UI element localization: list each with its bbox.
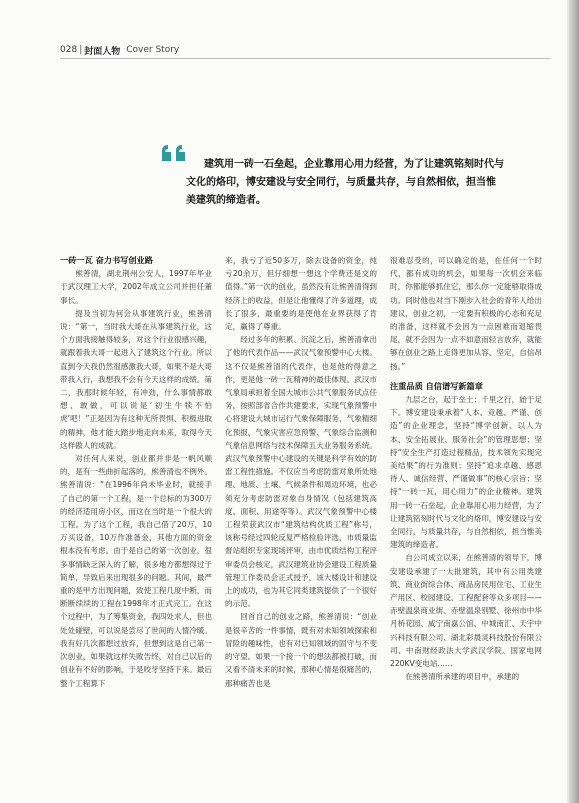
section-name-english: Cover Story — [126, 45, 180, 55]
section-heading: 一砖一瓦 奋力书写创业路 — [60, 255, 153, 265]
pull-quote: 建筑用一砖一石垒起，企业靠用心用力经营，为了让建筑铭刻时代与文化的烙印，博安建设与安全同行，与质量共存，与自然相依，担当惟美建筑的缔造者。 — [186, 159, 504, 206]
running-header — [60, 42, 179, 58]
body-paragraph: 来，我亏了近50多万，除去设备的资金，纯亏20余万，但仔细想一想这个学费还是交的值得。”第一次的创业，虽然没有让熊善清得到经济上的收益，但是让他懂得了许多道理，成长了很多，最重要的是使他在业界获得了肯定，赢得了尊重。 — [225, 256, 377, 332]
body-paragraph: 熊善清，湖北荆州公安人，1997年毕业于武汉理工大学，2002年成立公司并担任董事长。 — [60, 269, 212, 305]
body-paragraph: 对任何人来说，创业都并非是一帆风顺的，是有一些曲折起落的，熊善清也不例外。熊善清说：“在1996年尚未毕业时，就接手了自己的第一个工程，是一个总标的为300万的经济适用房小区，而这在当时是一个很大的工程。为了这个工程，我自己借了20万，10万买设备，10万作准备金，其他方面的资金根本没有考虑。由于是自己的第一次创业，很多事情缺乏深入的了解，很多地方都想得过于简单，导致后来出现很多的问题。其间，最严重的是甲方出现问题，致使工程几度中断，而断断续续的工程在1998年才正式完工。在这个过程中，为了筹集资金，我四处求人，但也处处碰壁，可以说是尝尽了世间的人情冷暖。我有好几次都想过放弃，但想到这是自己第一次创业，如果就这样失败告终，对自己以后的创业有不好的影响，于是咬牙坚持下来。最后整个工程算下 — [60, 454, 212, 688]
header-rule — [60, 58, 550, 59]
article-column-2 — [225, 254, 377, 786]
article-column-1 — [60, 254, 212, 786]
article-column-3 — [390, 254, 542, 786]
section-heading: 注重品质 自信谱写新篇章 — [390, 380, 483, 391]
body-paragraph: 九层之台，起于垒土；千里之行，始于足下。博安建设秉承着“人本、竞越、严谨、创造”的企业理念，坚持“博学创新、以人为本、安全拓展业、服务社会”的管理思想；坚持“安全生产打造过程精品，技术领先实现完美结果”的行为准则；坚持“追求卓越、感恩待人、诚信经营、严谨做事”的核心宗旨；坚持“一砖一瓦，用心用力”的企业精神。建筑用一砖一石垒起，企业靠用心用力经营，为了让建筑铭刻时代与文化的烙印，博安建设与安全同行，与质量共存，与自然相依，担当惟美建筑的缔造者。 — [390, 395, 542, 550]
body-paragraph: 提及当初为何会从事建筑行业，熊善清说：“第一，当时我大哥在从事建筑行业，这个方面我接触得较多，对这个行业很感兴趣，就跟着我大哥一起进入了建筑这个行业。所以直到今天我仍然很感激我大哥，如果不是大哥带我入行，我想我不会有今天这样的成绩。第二，我那时候年轻，有冲劲，什么事情都敢想、敢做，可以说是‘初生牛犊不怕虎’吧！”正是因为有这种无所畏惧、积极进取的精神，他才能大踏步地走向未来，取得今天这样傲人的成就。 — [60, 308, 212, 450]
body-paragraph: 自公司成立以来，在熊善清的领导下，博安建设承建了一大批建筑，其中有公用类建筑、商业街综合体、商品房民用住宅、工业生产用区、校园建设、工程配套等众多项目——赤壁温泉商业街、赤壁温泉别墅、徐州市中华月桥花园、咸宁南嘉公馆、中城南汇、天宇中兴科技有限公司、湖北彩晨灵科技股份有限公司、中南财经政法大学武汉学院、国家电网220KV变电站…… — [390, 553, 542, 669]
header-separator: | — [79, 45, 83, 55]
body-paragraph: 经过多年的积累、沉淀之后，熊善清拿出了他的代表作品——武汉气象预警中心大楼。这不仅是熊善清的代表作，也是他的得意之作，更是他一砖一瓦精神的最佳体现。武汉市气象局承担着全国大城市公共气象服务试点任务，按照部省合作共建要求，实现气象预警中心将建设大城市运行气象保障服务、气象精细化预报、气象灾害应急预警、气象综合监测和气象信息网络与技术保障五大业务服务系统。武汉气象预警中心建设的关键是科学有效的防雷工程性措施。不仅应当考虑防雷对象所处地理、地质、土壤、气候条件和周边环境，也必须充分考虑防雷对象自身情况（包括建筑高度、面积、用途等等）。武汉气象预警中心楼工程荣获武汉市“建筑结构优质工程”称号，该称号经过四轮反复严格检验评选，市质量监督站组织专家现场评审，由市优质结构工程评审委员会核定，武汉建筑业协会建设工程质量管理工作委员会正式授予，该大楼设计和建设上的成功，也为其它同类建筑提供了一个很好的示范。 — [225, 335, 377, 609]
book-spine-shadow — [569, 0, 579, 803]
page-number: 028 — [60, 45, 78, 55]
body-paragraph: 很难忍受的，可以确定的是，在任何一个时代，都有成功的机会，如果每一次机会来临时，你都能够抓住它，那么你一定能够取得成功。同时他也对当下刚步入社会的青年人给出建议，创业之初，一定要有积极的心态和充足的准备，这样就不会因为一点困难而退缩畏尾，就不会因为一点不如意而轻言放弃，就能够在创业之路上走得更加从容、坚定，自信昂扬。” — [390, 256, 542, 371]
body-paragraph: 回首自己的创业之路，熊善清说：“创业是很辛苦的一件事情，既有对未知领域探索和冒险的趣味性，也有对已知领域的固守与不变的守望。如果一个接一个的想法都被打破，而又看不清未来的时候，那种心情是很痛苦的，那种痛苦也是 — [225, 612, 377, 688]
body-paragraph: 在熊善清所承建的项目中，承建的 — [405, 672, 520, 682]
section-name: 封面人物 — [84, 46, 121, 57]
